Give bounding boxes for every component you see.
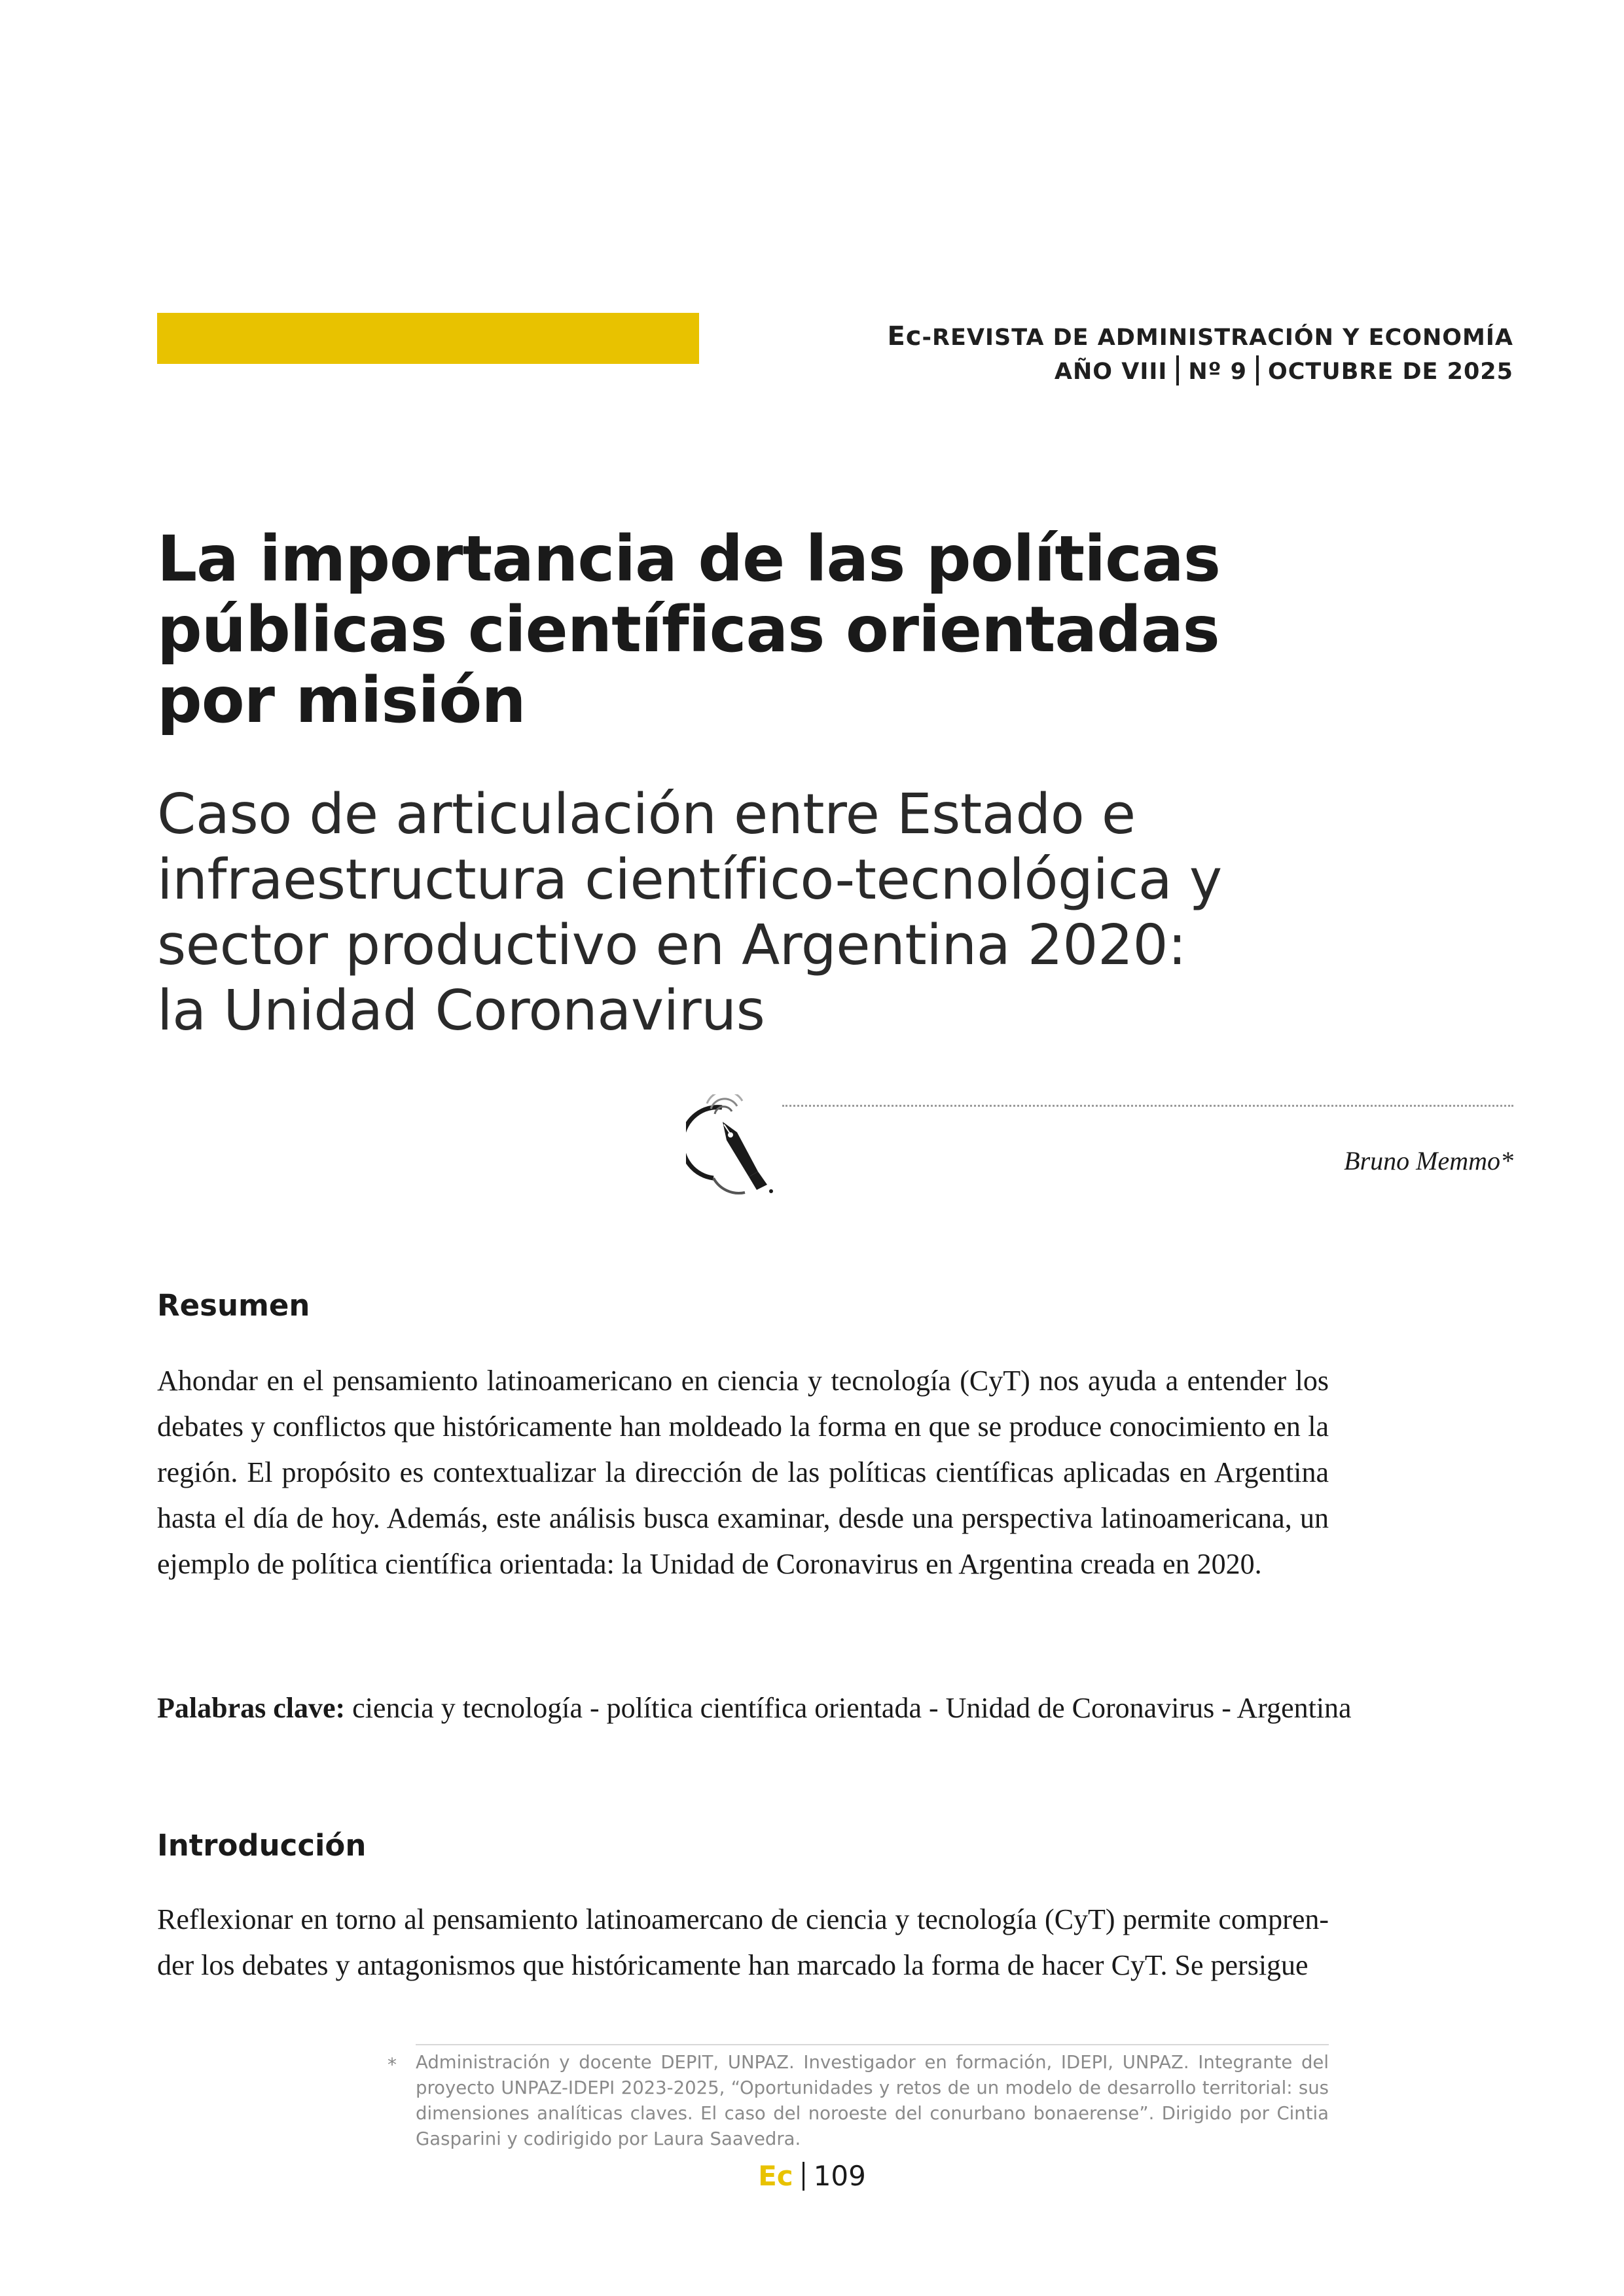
separator [1176,355,1179,386]
author-name: Bruno Memmo* [1344,1146,1513,1175]
journal-name: -REVISTA DE ADMINISTRACIÓN Y ECONOMÍA [922,325,1513,351]
introduction-heading: Introducción [157,1828,367,1863]
footnote-text: Administración y docente DEPIT, UNPAZ. Investigador en formación, IDEPI, UNPAZ. Integrante del proyecto UNPAZ-IDEPI 2023-2025, “Oportunidades y retos de un modelo de desarrollo territorial: sus dimensiones analíticas claves. El caso del noroeste del conurbano bonaerense”. Dirigido por Cintia Gasparini y codirigido por Laura Saavedra. [416,2052,1329,2149]
journal-issue: Nº 9 [1188,359,1247,385]
title-line: por misión [157,664,526,737]
journal-abbr: Ec [887,321,922,351]
subtitle-line: Caso de articulación entre Estado e [157,782,1136,847]
abstract-text: Ahondar en el pensamiento latinoamericano en ciencia y tecnología (CyT) nos ayuda a entender los debates y conflictos que históricamente han moldeado la forma en que se produce conocimiento en la región. El propósito es contextualizar la dirección de las políticas científicas aplicadas en Argentina hasta el día de hoy. Además, este análisis busca examinar, desde una perspectiva latinoamericana, un ejemplo de política científica orientada: la Unidad de Coronavirus en Argentina creada en 2020. [157,1365,1329,1580]
footnote-divider [416,2044,1329,2045]
subtitle-line: infraestructura científico-tecnológica y [157,848,1222,912]
title-line: La importancia de las políticas [157,522,1220,596]
footnote-mark: * [388,2054,397,2075]
subtitle-line: la Unidad Coronavirus [157,978,765,1043]
subtitle-line: sector productivo en Argentina 2020: [157,913,1187,978]
introduction-text: Reflexionar en torno al pensamiento latinoamercano de ciencia y tecnología (CyT) permite comprender los debates y antagonismos que históricamente han marcado la forma de hacer CyT. Se persigue [157,1903,1329,1981]
keywords-label: Palabras clave: [157,1692,346,1724]
separator [1256,355,1259,386]
journal-date: OCTUBRE DE 2025 [1267,359,1513,385]
separator [803,2162,804,2191]
article-title [157,524,1335,736]
fountain-pen-nib-icon [686,1094,784,1199]
article-subtitle [157,782,1401,1044]
journal-year: AÑO VIII [1054,359,1168,385]
page-number: 109 [813,2160,866,2192]
abstract-heading: Resumen [157,1288,310,1323]
keywords-list: ciencia y tecnología - política científica orientada - Unidad de Coronavirus - Argentina [345,1692,1352,1724]
title-line: públicas científicas orientadas [157,593,1219,666]
issue-line [887,355,1513,389]
accent-bar [157,313,699,364]
author-divider [782,1105,1513,1107]
journal-name-line [887,319,1513,355]
page-footer [0,2160,1624,2192]
journal-header [887,319,1513,389]
footer-journal-abbr: Ec [758,2160,793,2192]
keywords [157,1685,1352,1731]
